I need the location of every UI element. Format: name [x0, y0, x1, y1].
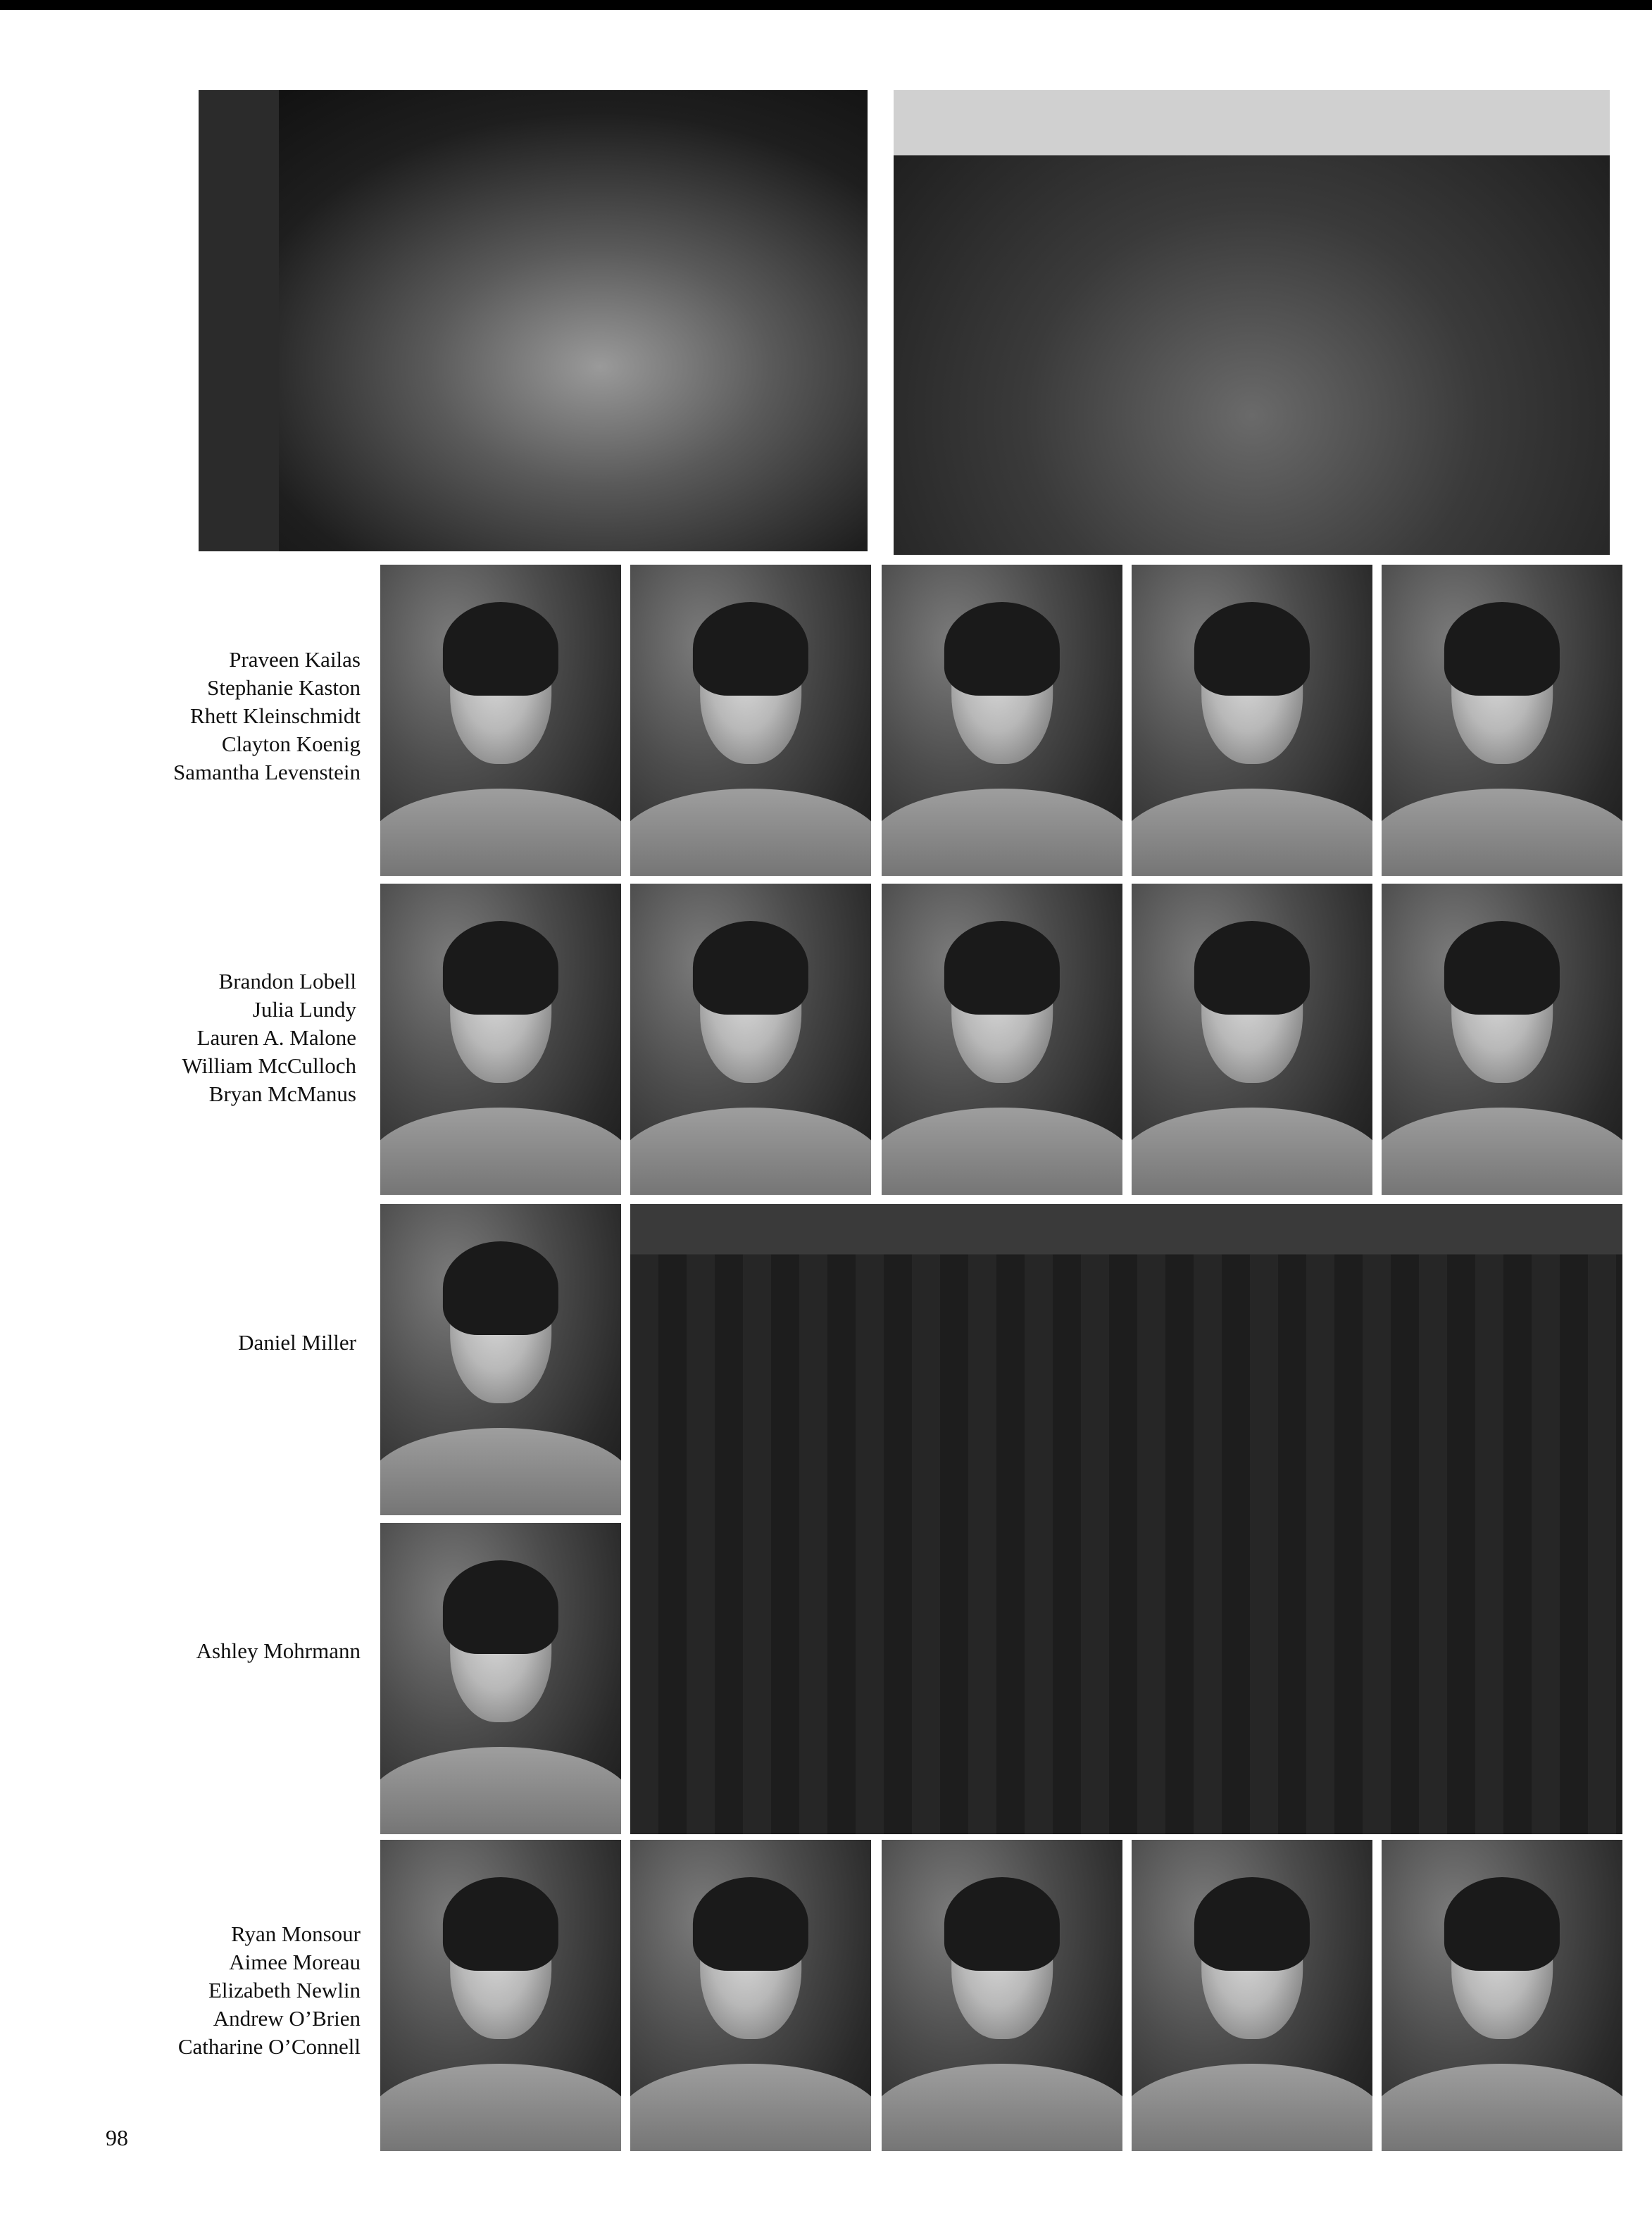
names-block-single1 [238, 1329, 356, 1357]
student-name: Aimee Moreau [229, 1950, 361, 1974]
page-number: 98 [106, 2125, 128, 2150]
portrait-photo [380, 1204, 621, 1515]
student-name: Catharine O’Connell [177, 2034, 361, 2059]
student-name: Samantha Levenstein [173, 760, 361, 784]
student-name: Praveen Kailas [229, 647, 361, 672]
student-name: Ashley Mohrmann [196, 1638, 361, 1663]
portrait-photo [380, 884, 621, 1195]
student-name: Julia Lundy [252, 997, 356, 1022]
portrait-photo [1382, 884, 1622, 1195]
names-block-single2 [196, 1637, 361, 1665]
student-name: Rhett Kleinschmidt [190, 703, 361, 728]
portrait-photo [380, 1840, 621, 2151]
portrait-photo [1382, 1840, 1622, 2151]
portrait-photo [1132, 565, 1372, 876]
portrait-photo [882, 565, 1122, 876]
student-name: Daniel Miller [238, 1330, 356, 1355]
student-name: Lauren A. Malone [196, 1025, 356, 1050]
student-name: Bryan McManus [208, 1082, 356, 1106]
candid-photo-gym-crowd [630, 1204, 1622, 1834]
candid-photo-doorway [199, 90, 868, 551]
student-name: William McCulloch [182, 1053, 356, 1078]
portrait-photo [380, 565, 621, 876]
student-name: Elizabeth Newlin [208, 1978, 361, 2002]
student-name: Brandon Lobell [218, 969, 356, 993]
student-name: Andrew O’Brien [213, 2006, 361, 2031]
page-top-border [0, 0, 1652, 10]
student-name: Ryan Monsour [231, 1922, 361, 1946]
portrait-photo [630, 565, 871, 876]
names-block-row3 [178, 1920, 361, 2061]
portrait-photo [882, 1840, 1122, 2151]
names-block-row2 [182, 967, 356, 1108]
names-block-row1 [173, 646, 361, 786]
candid-photo-swim-team [894, 90, 1610, 555]
portrait-photo [630, 884, 871, 1195]
portrait-photo [882, 884, 1122, 1195]
portrait-photo [380, 1523, 621, 1834]
student-name: Clayton Koenig [221, 732, 361, 756]
portrait-photo [1382, 565, 1622, 876]
student-name: Stephanie Kaston [207, 675, 361, 700]
portrait-photo [630, 1840, 871, 2151]
portrait-photo [1132, 884, 1372, 1195]
portrait-photo [1132, 1840, 1372, 2151]
